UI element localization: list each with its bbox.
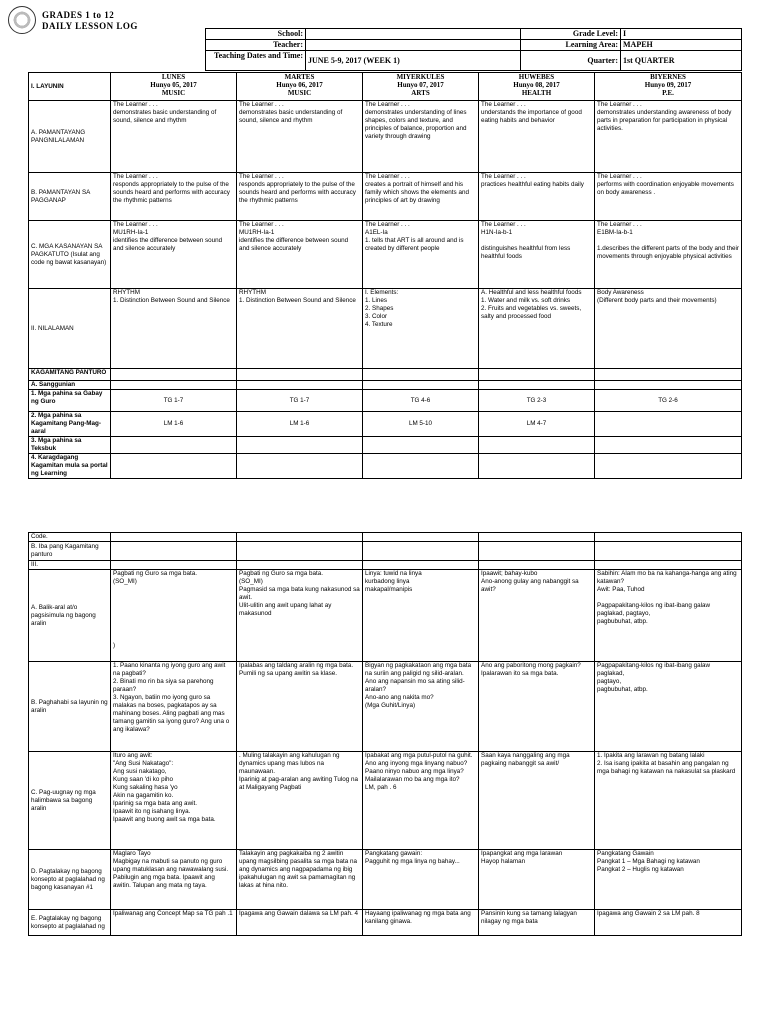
resource-cell[interactable] bbox=[595, 381, 742, 390]
lesson-cell[interactable]: The Learner . . . performs with coordination enjoyable movements on body awareness . bbox=[595, 173, 742, 221]
resource-cell[interactable] bbox=[363, 381, 479, 390]
day-day: MARTES bbox=[284, 73, 315, 81]
resource-cell[interactable]: LM 5-10 bbox=[363, 412, 479, 437]
teacher-field[interactable] bbox=[306, 40, 521, 51]
row-label: B. Paghahabi sa layunin ng aralin bbox=[29, 662, 111, 752]
lesson-cell[interactable]: The Learner . . . responds appropriately to the pulse of the sounds heard and performs with accuracy the rhythmic patterns bbox=[111, 173, 237, 221]
resource-row bbox=[29, 412, 742, 437]
lesson-cell[interactable] bbox=[479, 533, 595, 542]
resource-cell[interactable] bbox=[237, 454, 363, 479]
lesson-cell[interactable]: Pangkatang Gawain Pangkat 1 – Mga Bahagi ng katawan Pangkat 2 – Huglis ng katawan bbox=[595, 850, 742, 910]
lesson-cell[interactable] bbox=[595, 542, 742, 561]
lesson-cell[interactable]: Body Awareness (Different body parts and their movements) bbox=[595, 289, 742, 369]
lesson-cell[interactable] bbox=[237, 533, 363, 542]
day-subject: P.E. bbox=[662, 89, 674, 97]
lesson-cell[interactable]: Hayaang ipaliwanag ng mga bata ang kanilang ginawa. bbox=[363, 910, 479, 936]
lesson-cell[interactable] bbox=[237, 561, 363, 570]
table-row bbox=[29, 533, 742, 542]
day-header-martes bbox=[237, 73, 363, 101]
table-row bbox=[29, 542, 742, 561]
lesson-cell[interactable]: Ipapangkat ang mga larawan Hayop halaman bbox=[479, 850, 595, 910]
row-label: Code. bbox=[29, 533, 111, 542]
teacher-label: Teacher: bbox=[206, 40, 306, 51]
lesson-cell[interactable]: Pangkatang gawain: Pagguhit ng mga linya ng bahay... bbox=[363, 850, 479, 910]
resource-cell[interactable] bbox=[111, 381, 237, 390]
row-label: B. PAMANTAYAN SA PAGGANAP bbox=[29, 173, 111, 221]
row-label: A. PAMANTAYANG PANGNILALAMAN bbox=[29, 101, 111, 173]
lesson-cell[interactable]: The Learner . . . H1N-Ia-b-1 distinguishes healthful from less healthful foods bbox=[479, 221, 595, 289]
lesson-cell[interactable]: The Learner . . . MU1RH-Ia-1 identifies the difference between sound and silence accurately bbox=[111, 221, 237, 289]
grade-level-field[interactable]: I bbox=[621, 29, 742, 40]
table-row bbox=[29, 221, 742, 289]
day-header-lunes bbox=[111, 73, 237, 101]
day-subject: ARTS bbox=[411, 89, 430, 97]
lesson-cell[interactable] bbox=[479, 561, 595, 570]
resource-cell[interactable] bbox=[595, 454, 742, 479]
lesson-cell[interactable]: Pagbati ng Guro sa mga bata. (SO_MI) Pagmasid sa mga bata kung nakasunod sa awit. Ulit-ulitin ang awit upang lahat ay makasunod bbox=[237, 570, 363, 662]
table-row bbox=[29, 850, 742, 910]
lesson-cell[interactable]: The Learner . . . demonstrates understanding awareness of body parts in preparation for participation in physical activities. bbox=[595, 101, 742, 173]
resource-cell[interactable] bbox=[595, 369, 742, 381]
lesson-cell[interactable]: Talakayin ang pagkakaiba ng 2 awitin upang magsilbing pasalita sa mga bata na ang dynamics ang nagpapadama ng ibig ipakahulugan ng awit sa pamamagitan ng lakas at hina nito. bbox=[237, 850, 363, 910]
learning-area-label: Learning Area: bbox=[521, 40, 621, 51]
day-day: HUWEBES bbox=[518, 73, 555, 81]
lesson-cell[interactable]: Ituro ang awit: "Ang Susi Nakatago": Ang susi nakatago, Kung saan 'di ko piho Kung sakaling hasa 'yo Akin na gagamitin ko. Iparinig sa mga bata ang awit. Ipaawit ito ng isahang linya. Ipaawit ang buong awit sa mga bata. bbox=[111, 752, 237, 850]
day-date: Hunyo 06, 2017 bbox=[276, 81, 323, 89]
lesson-cell[interactable] bbox=[595, 561, 742, 570]
day-date: Hunyo 09, 2017 bbox=[644, 81, 692, 89]
lesson-cell[interactable]: Ano ang paboritong mong pagkain? Ipalarawan ito sa mga bata. bbox=[479, 662, 595, 752]
row-label: I. LAYUNIN bbox=[29, 73, 111, 101]
row-label: A. Sanggunian bbox=[29, 381, 111, 390]
dates-field[interactable]: JUNE 5-9, 2017 (WEEK 1) bbox=[306, 51, 521, 71]
lesson-cell[interactable]: The Learner . . . demonstrates basic understanding of sound, silence and rhythm bbox=[237, 101, 363, 173]
resource-row bbox=[29, 454, 742, 479]
learning-area-field[interactable]: MAPEH bbox=[621, 40, 742, 51]
row-label: 3. Mga pahina sa Teksbuk bbox=[29, 437, 111, 454]
table-row bbox=[29, 173, 742, 221]
lesson-cell[interactable]: I. Elements: 1. Lines 2. Shapes 3. Color 4. Texture bbox=[363, 289, 479, 369]
lesson-cell[interactable]: The Learner . . . MU1RH-Ia-1 identifies the difference between sound and silence accurately bbox=[237, 221, 363, 289]
day-header-miyerkules bbox=[363, 73, 479, 101]
lesson-cell[interactable]: RHYTHM 1. Distinction Between Sound and Silence bbox=[237, 289, 363, 369]
lesson-cell[interactable] bbox=[363, 561, 479, 570]
resource-cell[interactable]: TG 4-6 bbox=[363, 390, 479, 412]
day-header-biyernes bbox=[595, 73, 742, 101]
lesson-cell[interactable]: The Learner . . . responds appropriately to the pulse of the sounds heard and performs with accuracy the rhythmic patterns bbox=[237, 173, 363, 221]
resource-cell[interactable]: TG 2-3 bbox=[479, 390, 595, 412]
resource-row bbox=[29, 381, 742, 390]
lesson-cell[interactable]: The Learner . . . creates a portrait of himself and his family which shows the elements and principles of art by drawing bbox=[363, 173, 479, 221]
row-label: III. bbox=[29, 561, 111, 570]
day-header-huwebes bbox=[479, 73, 595, 101]
resource-cell[interactable]: TG 1-7 bbox=[237, 390, 363, 412]
resource-cell[interactable] bbox=[363, 454, 479, 479]
row-label: B. Iba pang Kagamitang panturo bbox=[29, 542, 111, 561]
lesson-cell[interactable] bbox=[111, 561, 237, 570]
table-row bbox=[29, 289, 742, 369]
resource-row bbox=[29, 437, 742, 454]
quarter-field[interactable]: 1st QUARTER bbox=[621, 51, 742, 71]
day-date: Hunyo 05, 2017 bbox=[150, 81, 197, 89]
lesson-cell[interactable]: Ipabakat ang mga putul-putol na guhit. Ano ang inyong mga linyang nabuo? Paano ninyo nabuo ang mga linya? Mailalarawan mo ba ang mga ito? LM, pah . 6 bbox=[363, 752, 479, 850]
row-label: C. MGA KASANAYAN SA PAGKATUTO (Isulat ang code ng bawat kasanayan) bbox=[29, 221, 111, 289]
grade-level-label: Grade Level: bbox=[521, 29, 621, 40]
resource-cell[interactable] bbox=[479, 381, 595, 390]
day-date: Hunyo 07, 2017 bbox=[397, 81, 444, 89]
resource-row bbox=[29, 369, 742, 381]
lesson-cell[interactable] bbox=[111, 533, 237, 542]
lesson-cell[interactable]: RHYTHM 1. Distinction Between Sound and Silence bbox=[111, 289, 237, 369]
quarter-label: Quarter: bbox=[521, 51, 621, 71]
row-label: II. NILALAMAN bbox=[29, 289, 111, 369]
resource-cell[interactable] bbox=[111, 369, 237, 381]
lesson-cell[interactable] bbox=[363, 533, 479, 542]
lesson-cell[interactable]: A. Healthful and less healthful foods 1. Water and milk vs. soft drinks 2. Fruits and vegetables vs. sweets, salty and processed food bbox=[479, 289, 595, 369]
lesson-cell[interactable]: Pagpapakitang-kilos ng ibat-ibang galaw paglakad, pagtayo, pagbubuhat, atbp. bbox=[595, 662, 742, 752]
table-row bbox=[29, 561, 742, 570]
row-label: C. Pag-uugnay ng mga halimbawa sa bagong aralin bbox=[29, 752, 111, 850]
form-subtitle: DAILY LESSON LOG bbox=[42, 21, 138, 31]
lesson-cell[interactable]: 1. Ipakita ang larawan ng batang lalaki 2. Isa isang ipakita at basahin ang pangalan ng mga bahagi ng katawan na nakasulat sa plaskard bbox=[595, 752, 742, 850]
day-day: BIYERNES bbox=[650, 73, 686, 81]
day-day: LUNES bbox=[161, 73, 186, 81]
table-row bbox=[29, 662, 742, 752]
row-label: A. Balik-aral at/o pagsisimula ng bagong aralin bbox=[29, 570, 111, 662]
row-label: 2. Mga pahina sa Kagamitang Pang-Mag-aaral bbox=[29, 412, 111, 437]
resource-cell[interactable] bbox=[237, 381, 363, 390]
day-day: MIYERKULES bbox=[396, 73, 445, 81]
lesson-cell[interactable]: Ipalabas ang taldang aralin ng mga bata. Pumili ng sa upang awitin sa klase. bbox=[237, 662, 363, 752]
lesson-cell[interactable]: Ipagawa ang Gawain 2 sa LM pah. 8 bbox=[595, 910, 742, 936]
lesson-cell[interactable]: The Learner . . . demonstrates understanding of lines shapes, colors and texture, and principles of balance, proportion and variety through drawing bbox=[363, 101, 479, 173]
resource-cell[interactable] bbox=[479, 454, 595, 479]
day-subject: HEALTH bbox=[521, 89, 552, 97]
lesson-cell[interactable]: The Learner . . . E1BM-Ia-b-1 1.describes the different parts of the body and their movements through enjoyable physical activities bbox=[595, 221, 742, 289]
day-header-row bbox=[29, 73, 742, 101]
lesson-cell[interactable]: Saan kaya nanggaling ang mga pagkaing nabanggit sa awit/ bbox=[479, 752, 595, 850]
resource-cell[interactable] bbox=[237, 369, 363, 381]
lesson-cell[interactable] bbox=[237, 542, 363, 561]
resource-row bbox=[29, 390, 742, 412]
deped-seal bbox=[8, 6, 36, 34]
resource-cell[interactable]: LM 1-6 bbox=[111, 412, 237, 437]
resource-cell[interactable] bbox=[479, 369, 595, 381]
resource-cell[interactable]: LM 1-6 bbox=[237, 412, 363, 437]
day-subject: MUSIC bbox=[287, 89, 312, 97]
lesson-cell[interactable]: The Learner . . . practices healthful eating habits daily bbox=[479, 173, 595, 221]
row-label: 1. Mga pahina sa Gabay ng Guro bbox=[29, 390, 111, 412]
lesson-table-top bbox=[28, 72, 742, 479]
dates-label: Teaching Dates and Time: bbox=[206, 51, 306, 71]
resource-cell[interactable] bbox=[237, 437, 363, 454]
header-table bbox=[205, 28, 742, 71]
lesson-cell[interactable]: Maglaro Tayo Magbigay na mabuti sa panuto ng guro upang matuklasan ang nawawalang susi. Pabilugin ang mga bata. Ipaawit ang awitin. Talupan ang mata ng taya. bbox=[111, 850, 237, 910]
resource-cell[interactable] bbox=[479, 437, 595, 454]
school-label: School: bbox=[206, 29, 306, 40]
lesson-cell[interactable] bbox=[595, 533, 742, 542]
resource-cell[interactable]: TG 2-6 bbox=[595, 390, 742, 412]
lesson-cell[interactable] bbox=[479, 542, 595, 561]
resource-cell[interactable] bbox=[363, 437, 479, 454]
lesson-cell[interactable]: Ipagawa ang Gawain dalawa sa LM pah. 4 bbox=[237, 910, 363, 936]
lesson-cell[interactable]: Pagbati ng Guro sa mga bata. (SO_MI) ) bbox=[111, 570, 237, 662]
lesson-cell[interactable]: Sabihin: Alam mo ba na kahanga-hanga ang ating katawan? Awit: Paa, Tuhod Pagpapakitang-kilos ng ibat-ibang galaw paglakad, pagtayo, pagbubuhat, atbp. bbox=[595, 570, 742, 662]
lesson-cell[interactable]: Ipaliwanag ang Concept Map sa TG pah .1 bbox=[111, 910, 237, 936]
lesson-cell[interactable]: Pansinin kung sa tamang lalagyan nilagay ng mga bata bbox=[479, 910, 595, 936]
row-label: D. Pagtalakay ng bagong konsepto at paglalahad ng bagong kasanayan #1 bbox=[29, 850, 111, 910]
lesson-cell[interactable]: . Muling talakayin ang kahulugan ng dynamics upang mas lubos na maunawaan. Iparinig at pag-aralan ang awiting Tulog na at Maligayang Pagbati bbox=[237, 752, 363, 850]
resource-cell[interactable] bbox=[363, 369, 479, 381]
resource-cell[interactable]: LM 4-7 bbox=[479, 412, 595, 437]
resource-cell[interactable] bbox=[595, 437, 742, 454]
lesson-cell[interactable]: 1. Paano kinanta ng iyong guro ang awit na pagbati? 2. Binati mo rin ba siya sa parehong paraan? 3. Ngayon, batiin mo iyong guro sa malakas na boses, pagkatapos ay sa mahinang boses. Aling pagbati ang mas tamang gamitin sa iyong guro? Ang una o ang ikalawa? bbox=[111, 662, 237, 752]
table-row bbox=[29, 101, 742, 173]
lesson-cell[interactable] bbox=[111, 542, 237, 561]
lesson-table-bottom bbox=[28, 532, 742, 936]
resource-cell[interactable] bbox=[595, 412, 742, 437]
lesson-cell[interactable]: Bigyan ng pagkakataon ang mga bata na suriin ang paligid ng silid-aralan. Ano ang napansin mo sa ating silid-aralan? Ano-ano ang nakita mo? (Mga Guhit/Linya) bbox=[363, 662, 479, 752]
lesson-cell[interactable]: Ipaawit; bahay-kubo Ano-anong gulay ang nabanggit sa awit? bbox=[479, 570, 595, 662]
day-date: Hunyo 08, 2017 bbox=[513, 81, 560, 89]
row-label: 4. Karagdagang Kagamitan mula sa portal ng Learning bbox=[29, 454, 111, 479]
lesson-cell[interactable] bbox=[363, 542, 479, 561]
resource-cell[interactable] bbox=[111, 454, 237, 479]
lesson-cell[interactable]: Linya: tuwid na linya kurbadong linya makapal/manipis bbox=[363, 570, 479, 662]
lesson-cell[interactable]: The Learner . . . A1EL-Ia 1. tells that ART is all around and is created by different people bbox=[363, 221, 479, 289]
lesson-cell[interactable]: The Learner . . . understands the importance of good eating habits and behavior bbox=[479, 101, 595, 173]
table-row bbox=[29, 752, 742, 850]
resource-cell[interactable] bbox=[111, 437, 237, 454]
resource-cell[interactable]: TG 1-7 bbox=[111, 390, 237, 412]
row-label: E. Pagtalakay ng bagong konsepto at paglalahad ng bbox=[29, 910, 111, 936]
table-row bbox=[29, 910, 742, 936]
day-subject: MUSIC bbox=[161, 89, 186, 97]
lesson-cell[interactable]: The Learner . . . demonstrates basic understanding of sound, silence and rhythm bbox=[111, 101, 237, 173]
row-label: KAGAMITANG PANTURO bbox=[29, 369, 111, 381]
form-title: GRADES 1 to 12 bbox=[42, 10, 115, 20]
school-field[interactable] bbox=[306, 29, 521, 40]
table-row bbox=[29, 570, 742, 662]
